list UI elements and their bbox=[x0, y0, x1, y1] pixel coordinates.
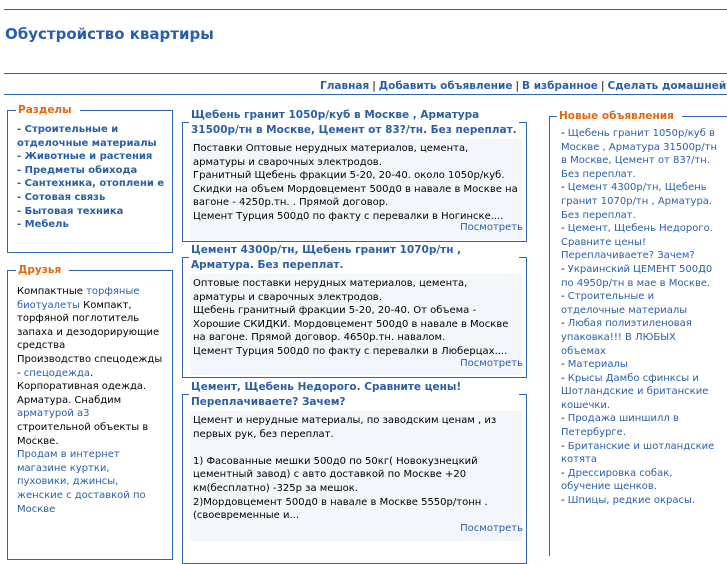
list-item: - Дрессировка собак, обучение щенков. bbox=[561, 467, 673, 493]
new-ads-list bbox=[550, 117, 727, 508]
new-ad-link[interactable]: Щебень гранит 1050р/куб в Москве , Арматура 31500р/тн в Москве, Цемент от 83?/тн. Без переплат. bbox=[561, 128, 718, 180]
ad-body: Цемент и нерудные материалы, по заводским ценам , из первых рук, без переплат. 1) Фасованные мешки 500д0 по 50кг( Новокузнецкий цементный завод) с авто доставкой по Москве +20 км(бесплатно) -325р за мешок. 2)Мордовцемент 500д0 в навале в Москве 5550р/тонн .(своевременные и... bbox=[190, 411, 522, 541]
nav-separator: | bbox=[515, 80, 520, 92]
nav-separator: | bbox=[600, 80, 605, 92]
friends-content bbox=[8, 271, 172, 516]
nav-home-link[interactable]: Главная bbox=[320, 80, 370, 92]
sections-box bbox=[7, 104, 173, 253]
ad-title-link[interactable]: Цемент 4300р/тн, Щебень гранит 1070р/тн , Арматура. Без переплат. bbox=[191, 244, 462, 271]
list-item: - Украинский ЦЕМЕНТ 500Д0 по 4950р/тн в мае в Москве. bbox=[561, 263, 713, 289]
nav-rule bbox=[4, 94, 727, 95]
section-link-building[interactable]: - Строительные и отделочные материалы bbox=[17, 124, 157, 149]
list-item: - Строительные и отделочные материалы bbox=[561, 291, 688, 316]
nav-add-ad-link[interactable]: Добавить объявление bbox=[378, 80, 513, 92]
friends-link-rebar[interactable]: арматурой а3 bbox=[17, 408, 90, 420]
section-link-household[interactable]: - Предметы обихода bbox=[17, 164, 138, 176]
new-ad-link[interactable]: Цемент 4300р/тн, Щебень гранит 1070р/тн , Арматура. Без переплат. bbox=[561, 182, 713, 221]
new-ad-link[interactable]: Строительные и отделочные материалы bbox=[561, 291, 688, 316]
friends-text: Производство спецодежды - bbox=[17, 353, 163, 379]
ad-body: Поставки Оптовые нерудных материалов, цемента, арматуры и сварочных электродов. Гранитный Щебень фракции 5-20, 20-40. около 1050р/куб. Скидки на объем Мордовцемент 500д0 в навале в Москве на вагоне - 4250р.тн. . Прямой договор. Цемент Турция 500д0 по факту с перевалки в Ногинске.... bbox=[190, 139, 522, 240]
list-item: - Крысы Дамбо сфинксы и Шотландские и британские кошечки. bbox=[561, 372, 709, 411]
ad-item bbox=[182, 243, 527, 378]
new-ad-link[interactable]: Крысы Дамбо сфинксы и Шотландские и британские кошечки. bbox=[561, 372, 709, 411]
friends-title: Друзья bbox=[16, 263, 69, 277]
new-ad-link[interactable]: Продажа шиншилл в Петербурге. bbox=[561, 413, 679, 439]
section-link-plumbing[interactable]: - Сантехника, отоплени е bbox=[17, 178, 165, 190]
friends-text: Компакт, торфяной поглотитель запаха и дезодорирующие средства bbox=[17, 299, 160, 352]
ad-more-link[interactable]: Посмотреть bbox=[460, 523, 523, 534]
section-link-furniture[interactable]: - Мебель bbox=[17, 219, 69, 231]
list-item: - Продажа шиншилл в Петербурге. bbox=[561, 413, 679, 439]
friends-text: Арматура. Снабдим bbox=[17, 394, 122, 406]
sections-title: Разделы bbox=[16, 103, 80, 117]
top-navigation bbox=[320, 80, 726, 93]
list-item: - Цемент 4300р/тн, Щебень гранит 1070р/тн , Арматура. Без переплат. bbox=[561, 182, 713, 221]
new-ads-box bbox=[549, 110, 727, 556]
list-item: - Любая полиэтиленовая упаковка!!! В ЛЮБЫХ объемах bbox=[561, 318, 692, 357]
ad-more-link[interactable]: Посмотреть bbox=[460, 222, 523, 233]
friends-text: строительной объекты в Москве. bbox=[17, 421, 149, 447]
nav-make-home-link[interactable]: Сделать домашней bbox=[607, 80, 727, 92]
friends-link-workwear[interactable]: спецодежда bbox=[23, 367, 91, 379]
friends-link-jackets[interactable]: Продам в интернет магазине куртки, пуховики, джинсы, женские с доставкой по Москве bbox=[17, 449, 146, 515]
list-item: - Шпицы, редкие окрасы. bbox=[561, 495, 696, 507]
top-rule bbox=[4, 9, 727, 10]
site-title: Обустройство квартиры bbox=[5, 25, 214, 43]
nav-favorites-link[interactable]: В избранное bbox=[522, 80, 598, 92]
friends-text: . Корпоративная одежда. bbox=[17, 367, 147, 393]
new-ad-link[interactable]: Дрессировка собак, обучение щенков. bbox=[561, 467, 673, 493]
new-ad-link[interactable]: Шпицы, редкие окрасы. bbox=[567, 495, 696, 507]
list-item: - Щебень гранит 1050р/куб в Москве , Арматура 31500р/тн в Москве, Цемент от 83?/тн. Без переплат. bbox=[561, 128, 718, 180]
ad-item bbox=[182, 108, 527, 242]
ad-title-link[interactable]: Щебень гранит 1050р/куб в Москве , Арматура 31500р/тн в Москве, Цемент от 83?/тн. Без переплат. bbox=[191, 109, 517, 136]
list-item: - Британские и шотландские котята bbox=[561, 440, 715, 466]
section-link-appliances[interactable]: - Бытовая техника bbox=[17, 205, 124, 217]
ad-body: Оптовые поставки нерудных материалов, цемента, арматуры и сварочных электродов. Щебень гранитный фракции 5-20, 20-40. От объема - Хорошие СКИДКИ. Мордовцемент 500д0 в навале в Москве на вагоне. Прямой договор. 4650р.тн. навалом. Цемент Турция 500д0 по факту с перевалки в Люберцах.... bbox=[190, 274, 522, 375]
section-link-mobile[interactable]: - Сотовая связь bbox=[17, 191, 106, 203]
sections-list bbox=[8, 111, 172, 232]
ad-item bbox=[182, 380, 527, 550]
list-item: - Цемент, Щебень Недорого. Сравните цены! Переплачиваете? Зачем? bbox=[561, 223, 713, 262]
new-ad-link[interactable]: Британские и шотландские котята bbox=[561, 440, 715, 466]
header-rule bbox=[4, 73, 727, 74]
new-ads-title: Новые объявления bbox=[557, 109, 682, 123]
friends-box bbox=[7, 264, 173, 560]
new-ad-link[interactable]: Украинский ЦЕМЕНТ 500Д0 по 4950р/тн в мае в Москве. bbox=[561, 263, 713, 289]
friends-link-toilets[interactable]: торфяные биотуалеты bbox=[17, 286, 140, 311]
section-link-animals[interactable]: - Животные и растения bbox=[17, 151, 153, 163]
ad-title-link[interactable]: Цемент, Щебень Недорого. Сравните цены! Переплачиваете? Зачем? bbox=[191, 381, 462, 408]
new-ad-link[interactable]: Цемент, Щебень Недорого. Сравните цены! Переплачиваете? Зачем? bbox=[561, 223, 713, 262]
friends-text: Компактные bbox=[17, 286, 87, 297]
new-ad-link[interactable]: Любая полиэтиленовая упаковка!!! В ЛЮБЫХ объемах bbox=[561, 318, 692, 357]
nav-separator: | bbox=[372, 80, 376, 92]
ad-more-link[interactable]: Посмотреть bbox=[460, 358, 523, 369]
new-ad-link[interactable]: Материалы bbox=[567, 359, 628, 371]
list-item: - Материалы bbox=[561, 359, 628, 371]
